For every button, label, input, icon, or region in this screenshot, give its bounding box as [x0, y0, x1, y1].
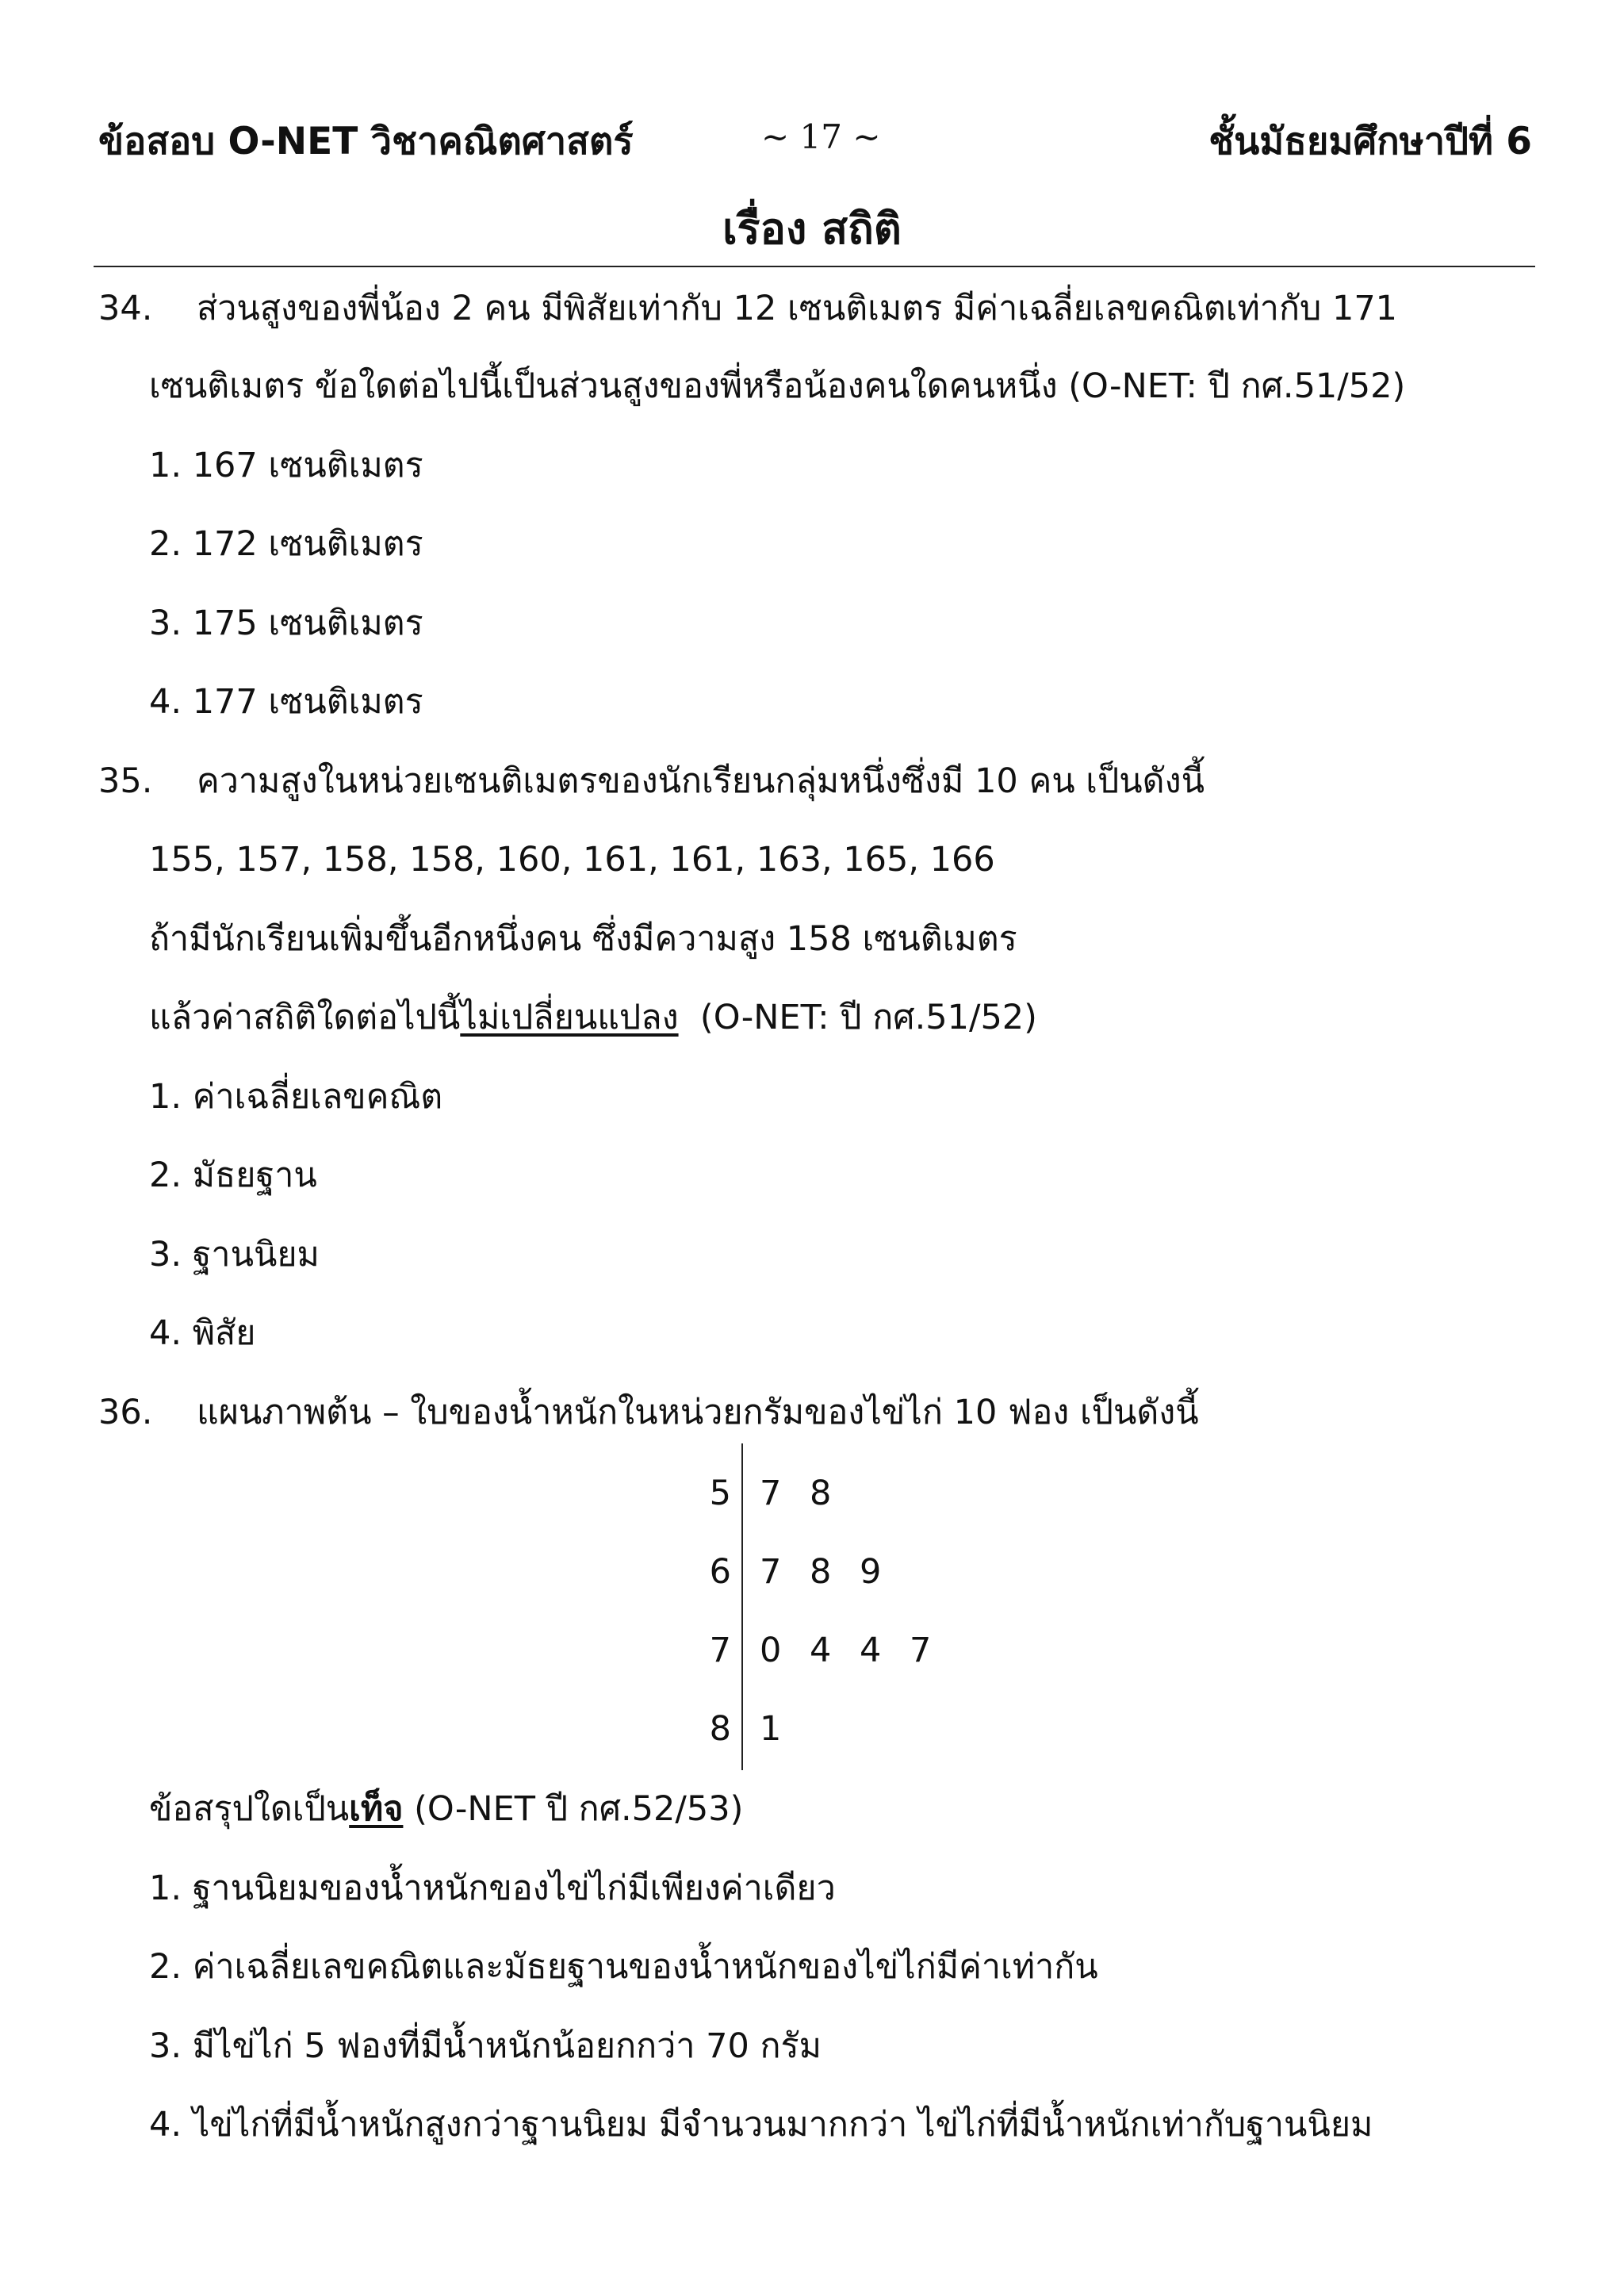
emphasis-false: เท็จ: [349, 1789, 404, 1829]
question-number: 36.: [98, 1393, 153, 1432]
leaf-value: 7: [760, 1552, 782, 1592]
choice-item: 3. ฐานนิยม: [149, 1235, 320, 1274]
choice-item: 2. ค่าเฉลี่ยเลขคณิตและมัธยฐานของน้ำหนักของไข่ไก่มีค่าเท่ากัน: [149, 1947, 1098, 1987]
question-number: 35.: [98, 761, 153, 801]
question-text: แผนภาพต้น – ใบของน้ำหนักในหน่วยกรัมของไข่ไก่ 10 ฟอง เป็นดังนี้: [197, 1393, 1199, 1432]
header-divider: [94, 266, 1535, 267]
leaf-value: 4: [860, 1631, 882, 1670]
choice-item: 3. 175 เซนติเมตร: [149, 604, 423, 643]
choice-item: 4. ไข่ไก่ที่มีน้ำหนักสูงกว่าฐานนิยม มีจำนวนมากกว่า ไข่ไก่ที่มีน้ำหนักเท่ากับฐานนิยม: [149, 2105, 1373, 2145]
emphasis-underline: ไม่เปลี่ยนแปลง: [460, 998, 679, 1037]
question-text: ถ้ามีนักเรียนเพิ่มขึ้นอีกหนึ่งคน ซึ่งมีความสูง 158 เซนติเมตร: [149, 919, 1017, 959]
stem-value: 7: [709, 1631, 731, 1670]
choice-item: 4. 177 เซนติเมตร: [149, 682, 423, 722]
question-text: ข้อสรุปใดเป็นเท็จ (O-NET ปี กศ.52/53): [149, 1789, 744, 1829]
stem-value: 8: [709, 1709, 731, 1749]
choice-item: 3. มีไข่ไก่ 5 ฟองที่มีน้ำหนักน้อยกกว่า 70 กรัม: [149, 2026, 822, 2066]
question-text: แล้วค่าสถิติใดต่อไปนี้ไม่เปลี่ยนแปลง (O-NET: ปี กศ.51/52): [149, 998, 1037, 1037]
leaf-value: 8: [810, 1474, 832, 1513]
data-values: 155, 157, 158, 158, 160, 161, 161, 163, 165, 166: [149, 840, 995, 880]
stem-leaf-divider: [741, 1443, 743, 1770]
question-number: 34.: [98, 289, 153, 328]
leaf-value: 0: [760, 1631, 782, 1670]
page-number: ~ 17 ~: [761, 117, 881, 156]
choice-item: 4. พิสัย: [149, 1313, 256, 1353]
choice-item: 1. ฐานนิยมของน้ำหนักของไข่ไก่มีเพียงค่าเดียว: [149, 1869, 836, 1908]
leaf-value: 7: [760, 1474, 782, 1513]
leaf-value: 9: [860, 1552, 882, 1592]
question-text: เซนติเมตร ข้อใดต่อไปนี้เป็นส่วนสูงของพี่หรือน้องคนใดคนหนึ่ง (O-NET: ปี กศ.51/52): [149, 366, 1406, 406]
choice-item: 1. ค่าเฉลี่ยเลขคณิต: [149, 1077, 443, 1117]
leaf-value: 8: [810, 1552, 832, 1592]
leaf-value: 1: [760, 1709, 782, 1749]
leaf-value: 4: [810, 1631, 832, 1670]
choice-item: 2. มัธยฐาน: [149, 1156, 317, 1195]
question-text: ส่วนสูงของพี่น้อง 2 คน มีพิสัยเท่ากับ 12 เซนติเมตร มีค่าเฉลี่ยเลขคณิตเท่ากับ 171: [197, 289, 1398, 328]
stem-value: 6: [709, 1552, 731, 1592]
question-text: ความสูงในหน่วยเซนติเมตรของนักเรียนกลุ่มหนึ่งซึ่งมี 10 คน เป็นดังนี้: [197, 761, 1205, 801]
header-left-title: ข้อสอบ O-NET วิชาคณิตศาสตร์: [98, 120, 634, 163]
leaf-value: 7: [910, 1631, 932, 1670]
stem-value: 5: [709, 1474, 731, 1513]
page-title: เรื่อง สถิติ: [722, 204, 902, 254]
choice-item: 1. 167 เซนติเมตร: [149, 446, 423, 485]
choice-item: 2. 172 เซนติเมตร: [149, 524, 423, 564]
header-grade-level: ชั้นมัธยมศึกษาปีที่ 6: [1208, 120, 1532, 163]
